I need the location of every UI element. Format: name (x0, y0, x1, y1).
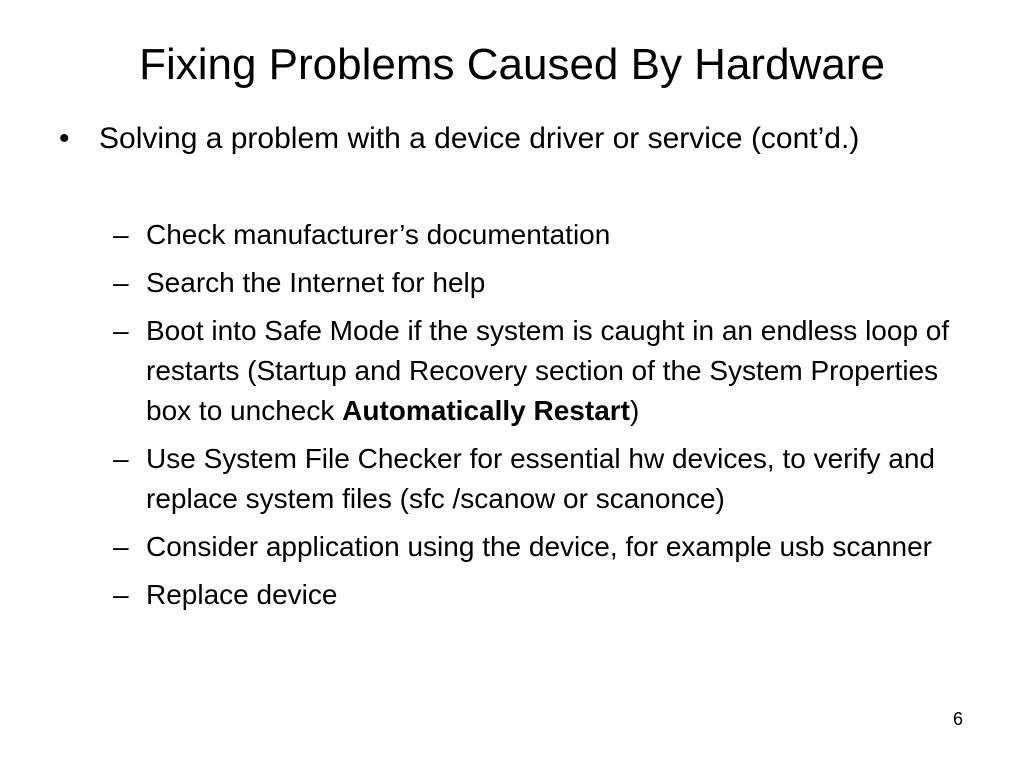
sub-bullet-text: Use System File Checker for essential hw devices, to verify and replace system files (sfc /scanow or scanonce) (146, 443, 935, 514)
dash-marker: – (113, 443, 129, 474)
sub-bullet-text: Check manufacturer’s documentation (146, 219, 611, 250)
sub-bullet-list (113, 215, 973, 615)
dash-marker: – (113, 315, 129, 346)
page-number: 6 (952, 709, 963, 729)
dash-marker: – (113, 531, 129, 562)
sub-bullet-text: Consider application using the device, for example usb scanner (146, 531, 933, 562)
sub-bullet-item (113, 527, 973, 567)
sub-bullet-text-part: Boot into Safe Mode if the system is caught in an endless loop of restarts (Startup and Recovery section of the System Properties box to uncheck (146, 315, 950, 426)
main-bullet (59, 119, 939, 159)
sub-bullet-item (113, 439, 973, 519)
sub-bullet-item (113, 575, 973, 615)
bullet-marker: • (59, 122, 70, 155)
dash-marker: – (113, 219, 129, 250)
dash-marker: – (113, 579, 129, 610)
main-bullet-text: Solving a problem with a device driver or service (cont’d.) (99, 122, 860, 155)
dash-marker: – (113, 267, 129, 298)
sub-bullet-item (113, 263, 973, 303)
slide-title: Fixing Problems Caused By Hardware (139, 40, 885, 89)
sub-bullet-text-part: ) (630, 395, 640, 426)
bold-setting-name: Automatically Restart (342, 395, 630, 426)
sub-bullet-text: Replace device (146, 579, 338, 610)
sub-bullet-text (146, 315, 949, 426)
sub-bullet-item (113, 311, 973, 431)
sub-bullet-item (113, 215, 973, 255)
sub-bullet-text: Search the Internet for help (146, 267, 486, 298)
